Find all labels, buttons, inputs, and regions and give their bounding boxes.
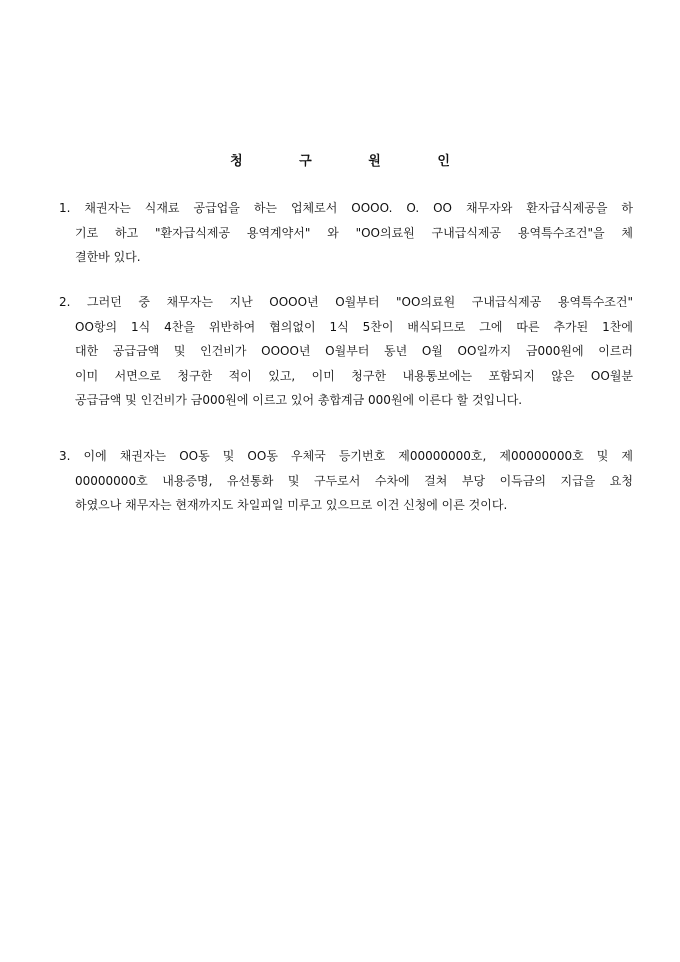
paragraph-line: 대한 공급금액 및 인건비가 OOOO년 O월부터 동년 O월 OO일까지 금000원에 이르러: [75, 344, 633, 358]
paragraph-line: 1. 채권자는 식재료 공급업을 하는 업체로서 OOOO. O. OO 채무자와 환자급식제공을 하: [59, 201, 633, 215]
claim-paragraph-3: [59, 444, 633, 518]
document-title: 청 구 원 인: [230, 154, 476, 169]
paragraph-line: 00000000호 내용증명, 유선통화 및 구두로서 수차에 걸쳐 부당 이득금의 지급을 요청: [75, 473, 633, 488]
paragraph-line: 기로 하고 "환자급식제공 용역계약서" 와 "OO의료원 구내급식제공 용역특수조건"을 체: [75, 225, 633, 240]
paragraph-line: 공급금액 및 인건비가 금000원에 이르고 있어 총합계금 000원에 이른다 할 것입니다.: [75, 393, 523, 407]
paragraph-line: 하였으나 채무자는 현재까지도 차일피일 미루고 있으므로 이건 신청에 이른 것이다.: [75, 498, 508, 512]
paragraph-line: 이미 서면으로 청구한 적이 있고, 이미 청구한 내용통보에는 포함되지 않은 OO월분: [75, 368, 633, 383]
paragraph-line: 3. 이에 채권자는 OO동 및 OO동 우체국 등기번호 제00000000호, 제00000000호 및 제: [59, 449, 633, 463]
paragraph-line: OO항의 1식 4찬을 위반하여 협의없이 1식 5찬이 배식되므로 그에 따른 추가된 1찬에: [75, 319, 633, 334]
paragraph-line: 2. 그러던 중 채무자는 지난 OOOO년 O월부터 "OO의료원 구내급식제공 용역특수조건": [59, 295, 633, 309]
claim-paragraph-1: [59, 196, 633, 270]
paragraph-line: 결한바 있다.: [75, 250, 141, 264]
claim-paragraph-2: [59, 290, 633, 413]
